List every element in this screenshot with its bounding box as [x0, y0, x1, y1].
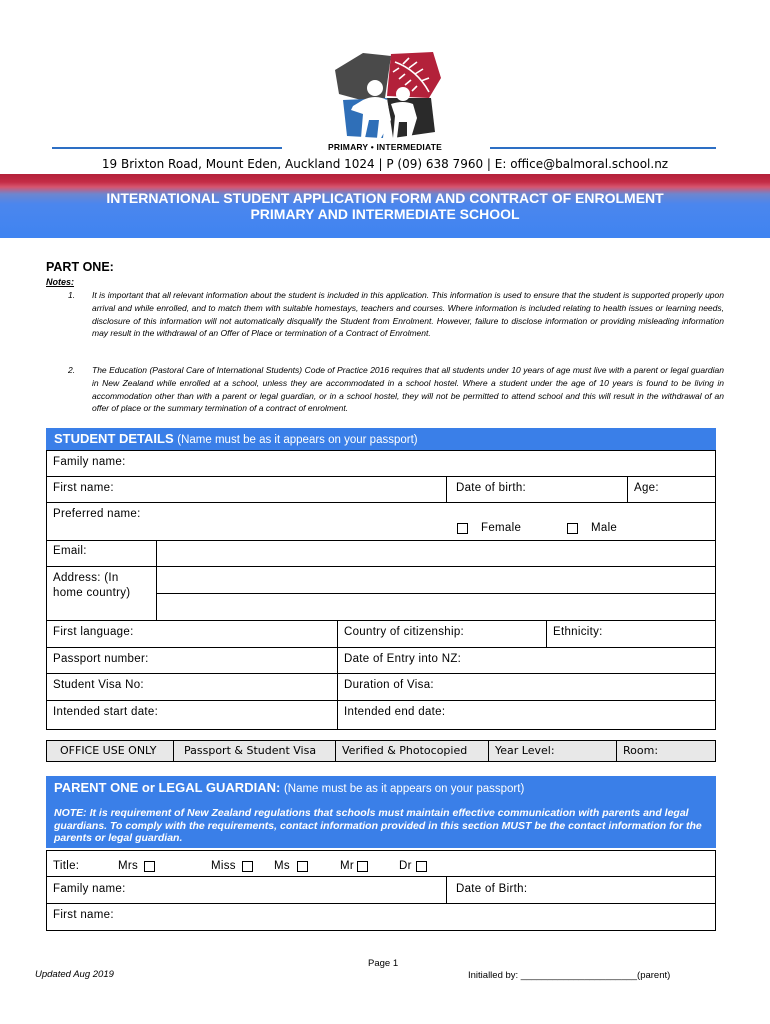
age-label: Age: [634, 482, 659, 494]
end-date-field[interactable] [460, 702, 712, 726]
col-divider [335, 740, 336, 762]
row-divider [46, 673, 716, 674]
date-entry-label: Date of Entry into NZ: [344, 653, 462, 665]
miss-checkbox[interactable] [242, 861, 253, 872]
parent-section-subtitle: (Name must be as it appears on your passport) [283, 783, 525, 795]
address-label [53, 571, 130, 601]
updated-date: Updated Aug 2019 [35, 969, 114, 980]
row-divider [46, 476, 716, 477]
email-label: Email: [53, 545, 87, 557]
note-2-text: The Education (Pastoral Care of International Students) Code of Practice 2016 requires that all students under 10 years of age must live with a parent or legal guardian in New Zealand while enrolled at a school, unless they are accommodated in a school hostel. Where a student under the age of 10 years is found to be living in accommodation other than with a parent or legal guardian, or in a school hostel, they will not be permitted to attend school and this will result in the withdrawal of an offer of place or the summary termination of a contract of enrolment. [92, 365, 724, 414]
verified-label: Verified & Photocopied [342, 744, 468, 757]
end-date-label: Intended end date: [344, 706, 446, 718]
passport-number-field[interactable] [160, 649, 333, 671]
dob-field[interactable] [535, 478, 623, 500]
note-2-number: 2. [68, 365, 76, 375]
form-title-line2: PRIMARY AND INTERMEDIATE SCHOOL [250, 206, 520, 222]
form-title [0, 190, 770, 222]
school-address: 19 Brixton Road, Mount Eden, Auckland 1024 | P (09) 638 7960 | E: office@balmoral.school.nz [101, 157, 669, 171]
start-date-field[interactable] [170, 702, 333, 726]
mrs-label: Mrs [118, 860, 139, 872]
initialled-by: Initialled by: ______________________(parent) [468, 970, 671, 981]
male-checkbox[interactable] [567, 523, 578, 534]
note-1-number: 1. [68, 290, 76, 300]
miss-label: Miss [211, 860, 236, 872]
col-divider [446, 876, 447, 903]
row-divider [46, 903, 716, 904]
address-field[interactable] [160, 568, 712, 618]
dr-label: Dr [399, 860, 412, 872]
col-divider [616, 740, 617, 762]
office-use-label: OFFICE USE ONLY [60, 744, 157, 757]
mr-label: Mr [340, 860, 355, 872]
female-label: Female [481, 522, 522, 534]
ethnicity-label: Ethnicity: [553, 626, 603, 638]
parent-section-title [54, 780, 524, 795]
col-divider [173, 740, 174, 762]
parent-section-heading: PARENT ONE or LEGAL GUARDIAN: [54, 780, 281, 795]
row-divider [46, 700, 716, 701]
dob-label: Date of birth: [456, 482, 527, 494]
family-name-field[interactable] [150, 452, 710, 474]
page-number: Page 1 [368, 958, 399, 969]
visa-number-label: Student Visa No: [53, 679, 144, 691]
first-language-label: First language: [53, 626, 134, 638]
preferred-name-field[interactable] [150, 504, 440, 524]
title-label: Title: [53, 860, 80, 872]
family-name-label: Family name: [53, 456, 126, 468]
address-label-line1: Address: (In [53, 572, 119, 584]
col-divider [446, 476, 447, 502]
visa-duration-field[interactable] [475, 675, 712, 697]
parent-family-name-label: Family name: [53, 883, 126, 895]
row-divider [46, 566, 716, 567]
row-divider [46, 647, 716, 648]
first-name-field[interactable] [130, 478, 440, 500]
parent-dob-field[interactable] [540, 879, 712, 901]
student-details-header [46, 428, 716, 450]
first-language-field[interactable] [145, 622, 333, 644]
col-divider [488, 740, 489, 762]
form-title-line1: INTERNATIONAL STUDENT APPLICATION FORM AND CONTRACT OF ENROLMENT [106, 190, 664, 206]
ms-checkbox[interactable] [297, 861, 308, 872]
note-1-text: It is important that all relevant information about the student is included in this application. This information is used to ensure that the student is supported properly upon arrival and while enrolled, and to match them with suitable homestays, teachers and courses. Where information is included relating to health issues or learning needs, disclosure of this information will not automatically disqualify the Student from Enrolment. However, failure to disclose information or providing misleading information may result in the withdrawal of an Offer of Place or termination of a Contract of Enrolment. [92, 290, 724, 339]
parent-family-name-field[interactable] [140, 879, 440, 901]
mrs-checkbox[interactable] [144, 861, 155, 872]
tagline: PRIMARY • INTERMEDIATE [328, 142, 442, 152]
mr-checkbox[interactable] [357, 861, 368, 872]
part-one-heading: PART ONE: [46, 260, 114, 274]
male-label: Male [591, 522, 618, 534]
school-logo [333, 48, 443, 140]
col-divider [627, 476, 628, 502]
row-divider [46, 620, 716, 621]
first-name-label: First name: [53, 482, 114, 494]
parent-dob-label: Date of Birth: [456, 883, 528, 895]
email-field[interactable] [160, 542, 712, 564]
address-label-line2: home country) [53, 587, 131, 599]
student-details-title: STUDENT DETAILS [54, 431, 174, 446]
parent-first-name-field[interactable] [130, 906, 712, 928]
col-divider [156, 540, 157, 620]
room-label: Room: [623, 744, 659, 757]
dr-checkbox[interactable] [416, 861, 427, 872]
start-date-label: Intended start date: [53, 706, 159, 718]
citizenship-field[interactable] [475, 622, 541, 644]
student-details-subtitle: (Name must be as it appears on your passport) [177, 434, 418, 446]
passport-number-label: Passport number: [53, 653, 149, 665]
ethnicity-field[interactable] [610, 622, 712, 644]
female-checkbox[interactable] [457, 523, 468, 534]
passport-visa-label: Passport & Student Visa [184, 744, 317, 757]
parent-first-name-label: First name: [53, 909, 114, 921]
year-level-label: Year Level: [495, 744, 555, 757]
row-divider [46, 540, 716, 541]
visa-duration-label: Duration of Visa: [344, 679, 434, 691]
row-divider [46, 876, 716, 877]
parent-note: NOTE: It is requirement of New Zealand regulations that schools must maintain effective communication with parents and legal guardians. To comply with the requirements, contact information provided in this section MUST be the contact information for the parents or legal guardian. [54, 807, 702, 844]
notes-label: Notes: [46, 277, 75, 287]
row-divider [46, 502, 716, 503]
col-divider [337, 620, 338, 730]
citizenship-label: Country of citizenship: [344, 626, 465, 638]
age-field[interactable] [662, 478, 712, 500]
preferred-name-label: Preferred name: [53, 508, 141, 520]
date-entry-field[interactable] [475, 649, 712, 671]
visa-number-field[interactable] [160, 675, 333, 697]
col-divider [546, 620, 547, 647]
ms-label: Ms [274, 860, 290, 872]
